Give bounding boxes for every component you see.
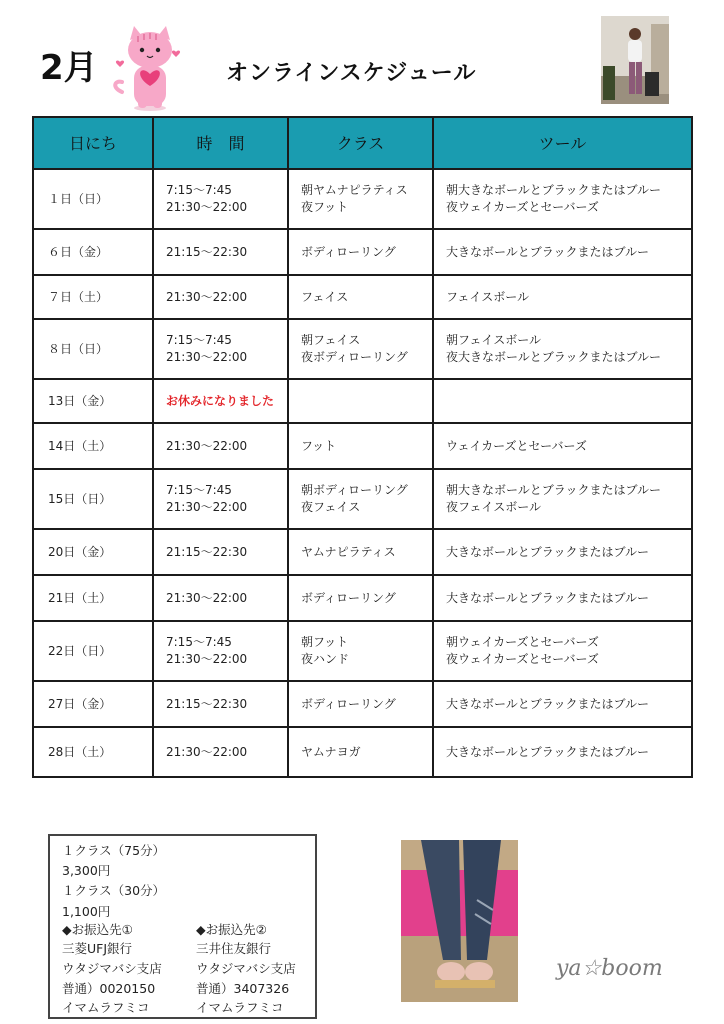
cell-time	[153, 727, 288, 777]
cell-date: 27日（金）	[33, 681, 153, 727]
cell-time	[153, 319, 288, 379]
cell-date: 15日（日）	[33, 469, 153, 529]
cell-tool-line: 夜ウェイカーズとセーバーズ	[446, 200, 599, 214]
cell-tool-line: 大きなボールとブラックまたはブルー	[446, 590, 650, 605]
bank1-heading: ◆お振込先①	[62, 922, 133, 937]
cell-time-line: 21:30～22:00	[166, 500, 248, 514]
cell-class	[288, 529, 433, 575]
cell-time-line: 21:30～22:00	[166, 652, 248, 666]
cell-class	[288, 621, 433, 681]
cell-time-line: 21:30～22:00	[166, 350, 248, 364]
cell-time-line: 7:15～7:45	[166, 183, 232, 197]
cell-tool	[433, 169, 692, 229]
cell-tool	[433, 379, 692, 423]
cell-date: 21日（土）	[33, 575, 153, 621]
cell-time	[153, 575, 288, 621]
instructor-photo	[601, 16, 669, 104]
price-value-75: 3,300円	[62, 863, 111, 878]
cell-class-line: フェイス	[301, 289, 349, 304]
cell-tool	[433, 621, 692, 681]
price-value-30: 1,100円	[62, 904, 111, 919]
table-row	[33, 529, 692, 575]
cell-time	[153, 469, 288, 529]
bank2-heading: ◆お振込先②	[196, 922, 267, 937]
table-row	[33, 575, 692, 621]
table-row	[33, 229, 692, 275]
cell-time-line: 21:15～22:30	[166, 244, 248, 259]
cell-tool-line: 大きなボールとブラックまたはブルー	[446, 744, 650, 759]
cell-class-line: ボディローリング	[301, 244, 396, 259]
cell-tool	[433, 423, 692, 469]
table-row	[33, 681, 692, 727]
cell-class-line: 夜ハンド	[301, 652, 350, 666]
cell-class-line: ヤムナピラティス	[301, 544, 396, 559]
cell-class	[288, 681, 433, 727]
cell-tool-line: 朝大きなボールとブラックまたはブルー	[446, 183, 662, 197]
table-row	[33, 275, 692, 319]
cell-class-line: 夜ボディローリング	[301, 350, 408, 364]
table-row	[33, 727, 692, 777]
month-label: 2月	[40, 48, 98, 88]
cell-date: 14日（土）	[33, 423, 153, 469]
cell-time-line: 21:30～22:00	[166, 744, 248, 759]
column-header-class: クラス	[288, 117, 433, 169]
cell-time-line: 21:30～22:00	[166, 438, 248, 453]
cell-time-line: 21:30～22:00	[166, 289, 248, 304]
cell-date: 28日（土）	[33, 727, 153, 777]
cell-date: １日（日）	[33, 169, 153, 229]
cell-time-line: 7:15～7:45	[166, 333, 232, 347]
brand-logo: ya☆boom	[556, 956, 663, 981]
cell-time-line: 21:30～22:00	[166, 590, 248, 605]
cell-date: ６日（金）	[33, 229, 153, 275]
table-row	[33, 469, 692, 529]
cell-date: 13日（金）	[33, 379, 153, 423]
bank1-holder: イマムラフミコ	[62, 1000, 150, 1015]
cat-mascot-icon	[112, 22, 188, 114]
price-label-75: １クラス（75分）	[62, 843, 166, 858]
cell-class-line: 朝ヤムナピラティス	[301, 183, 408, 197]
cell-tool	[433, 681, 692, 727]
cell-time	[153, 681, 288, 727]
cell-time-line: 21:15～22:30	[166, 696, 248, 711]
cell-class	[288, 379, 433, 423]
cell-tool-line: 大きなボールとブラックまたはブルー	[446, 696, 650, 711]
cell-class	[288, 469, 433, 529]
cell-tool	[433, 727, 692, 777]
cell-tool-line: 朝大きなボールとブラックまたはブルー	[446, 483, 662, 497]
bank2-account: 普通）3407326	[196, 981, 290, 996]
cell-class	[288, 319, 433, 379]
cell-class-line: ボディローリング	[301, 590, 396, 605]
cell-time-line: 21:15～22:30	[166, 544, 248, 559]
bank2-name: 三井住友銀行	[196, 941, 272, 956]
cell-class-line: ヤムナヨガ	[301, 744, 361, 759]
cell-class-line: 朝フット	[301, 635, 349, 649]
cell-tool-line: 大きなボールとブラックまたはブルー	[446, 244, 650, 259]
price-label-30: １クラス（30分）	[62, 883, 166, 898]
cell-time	[153, 379, 288, 423]
cell-class-line: ボディローリング	[301, 696, 396, 711]
cell-tool-line: 朝ウェイカーズとセーバーズ	[446, 635, 599, 649]
cell-time	[153, 529, 288, 575]
cell-date: ７日（土）	[33, 275, 153, 319]
cell-tool-line: 夜ウェイカーズとセーバーズ	[446, 652, 599, 666]
pricing-info-box	[48, 834, 317, 1019]
table-row	[33, 379, 692, 423]
cell-time-line: 7:15～7:45	[166, 635, 232, 649]
cell-class	[288, 275, 433, 319]
cell-tool	[433, 469, 692, 529]
bank1-branch: ウタジマバシ支店	[62, 961, 162, 976]
cell-time-line: 7:15～7:45	[166, 483, 232, 497]
cell-class-line: 夜フット	[301, 200, 349, 214]
cell-time	[153, 275, 288, 319]
cell-tool	[433, 575, 692, 621]
table-header-row	[33, 117, 692, 169]
cell-class	[288, 727, 433, 777]
table-row	[33, 169, 692, 229]
cell-class-line: 夜フェイス	[301, 500, 361, 514]
cell-tool-line: ウェイカーズとセーバーズ	[446, 438, 587, 453]
bank1-account: 普通）0020150	[62, 981, 156, 996]
cell-time-line: お休みになりました	[166, 393, 275, 408]
column-header-tool: ツール	[433, 117, 692, 169]
cell-date: 20日（金）	[33, 529, 153, 575]
cell-tool-line: 夜フェイスボール	[446, 500, 542, 514]
cell-class-line: 朝ボディローリング	[301, 483, 408, 497]
cell-time	[153, 229, 288, 275]
bank1-name: 三菱UFJ銀行	[62, 941, 133, 956]
bank2-branch: ウタジマバシ支店	[196, 961, 296, 976]
cell-tool	[433, 319, 692, 379]
cell-class-line: 朝フェイス	[301, 333, 361, 347]
cell-time-line: 21:30～22:00	[166, 200, 248, 214]
cell-class-line: フット	[301, 438, 337, 453]
column-header-date: 日にち	[33, 117, 153, 169]
cell-date: 22日（日）	[33, 621, 153, 681]
cell-tool-line: 夜大きなボールとブラックまたはブルー	[446, 350, 662, 364]
schedule-table	[32, 116, 693, 778]
cell-time	[153, 423, 288, 469]
cell-tool-line: 朝フェイスボール	[446, 333, 542, 347]
cell-tool	[433, 275, 692, 319]
cell-tool	[433, 229, 692, 275]
column-header-time: 時 間	[153, 117, 288, 169]
cell-class	[288, 423, 433, 469]
cell-time	[153, 621, 288, 681]
cell-tool-line: 大きなボールとブラックまたはブルー	[446, 544, 650, 559]
cell-class	[288, 229, 433, 275]
feet-photo	[401, 840, 518, 1002]
table-row	[33, 319, 692, 379]
page-title: オンラインスケジュール	[226, 61, 477, 86]
cell-class	[288, 169, 433, 229]
table-row	[33, 621, 692, 681]
cell-time	[153, 169, 288, 229]
cell-tool-line: フェイスボール	[446, 289, 530, 304]
table-row	[33, 423, 692, 469]
cell-class	[288, 575, 433, 621]
bank2-holder: イマムラフミコ	[196, 1000, 284, 1015]
cell-tool	[433, 529, 692, 575]
cell-date: ８日（日）	[33, 319, 153, 379]
